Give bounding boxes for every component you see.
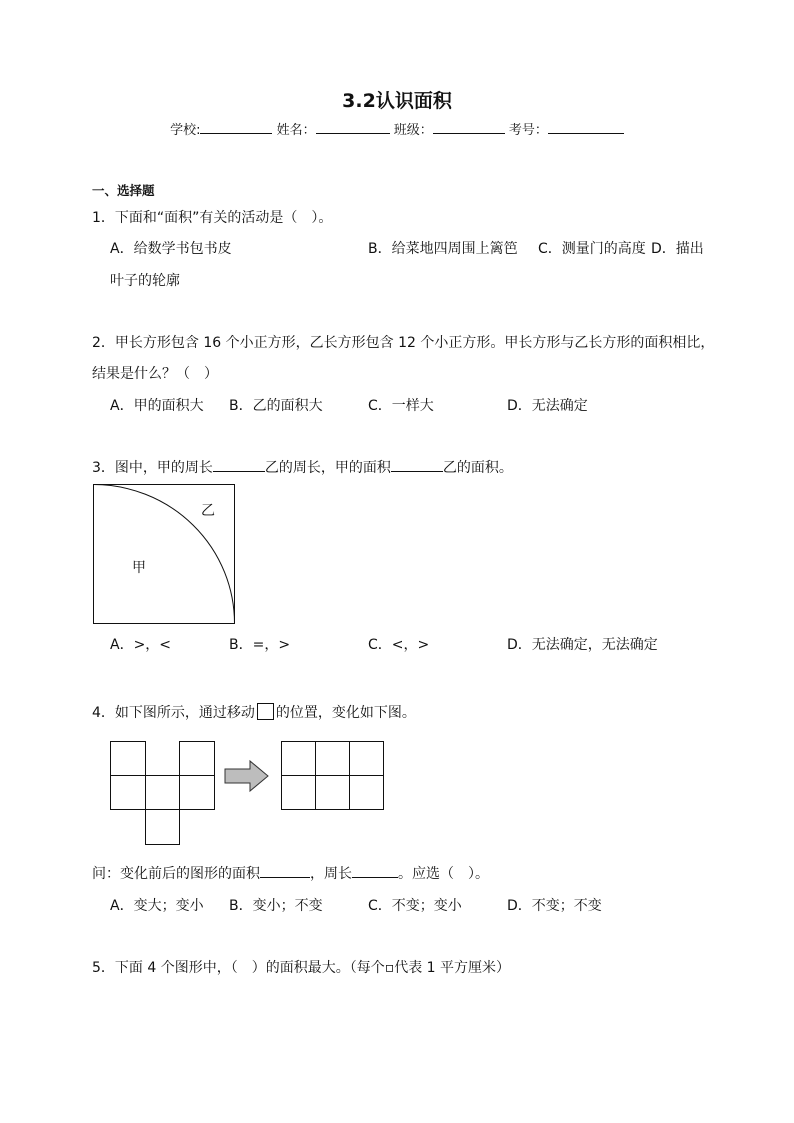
right-arrow-icon (224, 760, 270, 792)
q3-option-c[interactable]: C．<，> (368, 637, 430, 653)
student-info-line (0, 119, 794, 138)
q2-stem-line2: 结果是什么？（ ） (92, 366, 218, 382)
q4-after-shape (281, 741, 385, 811)
q3-stem-part2: 乙的周长，甲的面积 (264, 460, 391, 476)
q4-option-a[interactable]: A．变大；变小 (110, 898, 204, 914)
page-title: 3.2认识面积 (342, 90, 452, 112)
q4-before-shape (110, 741, 216, 847)
small-square-icon (257, 703, 274, 720)
school-blank[interactable] (200, 121, 272, 134)
q3-stem (92, 457, 513, 477)
q3-option-a[interactable]: A．>，< (110, 637, 172, 653)
q1-option-a[interactable]: A．给数学书包书皮 (110, 241, 232, 257)
q4-blank-perimeter[interactable] (352, 865, 398, 878)
q1-option-d[interactable]: D．描出 (651, 241, 704, 257)
q5-stem: 5．下面 4 个图形中，（ ）的面积最大。（每个▫代表 1 平方厘米） (92, 960, 511, 976)
name-blank[interactable] (316, 121, 390, 134)
q3-blank-2[interactable] (391, 459, 443, 472)
name-label: 姓名： (276, 123, 316, 138)
q3-option-d[interactable]: D．无法确定，无法确定 (507, 637, 658, 653)
q1-option-b[interactable]: B．给菜地四周围上篱笆 (368, 241, 518, 257)
q2-option-a[interactable]: A．甲的面积大 (110, 398, 204, 414)
q1-option-c[interactable]: C．测量门的高度 (538, 241, 646, 257)
q4-stem-part2: 的位置，变化如下图。 (275, 705, 416, 721)
q1-stem: 1．下面和“面积”有关的活动是（ ）。 (92, 210, 333, 226)
q2-option-d[interactable]: D．无法确定 (507, 398, 588, 414)
q2-stem-line1: 2．甲长方形包含 16 个小正方形，乙长方形包含 12 个小正方形。甲长方形与乙长方形的面积相比， (92, 335, 715, 351)
q3-blank-1[interactable] (213, 459, 265, 472)
q4-ask-part2: ，周长 (310, 866, 352, 882)
number-blank[interactable] (548, 121, 624, 134)
q4-stem (92, 702, 416, 722)
q3-stem-part1: 3．图中，甲的周长 (92, 460, 213, 476)
number-label: 考号： (508, 123, 548, 138)
q4-blank-area[interactable] (260, 865, 310, 878)
class-label: 班级： (393, 123, 433, 138)
school-label: 学校: (170, 123, 201, 138)
q3-stem-part3: 乙的面积。 (442, 460, 513, 476)
q3-option-b[interactable]: B．=，> (229, 637, 291, 653)
q3-label-yi: 乙 (201, 503, 215, 519)
q2-option-b[interactable]: B．乙的面积大 (229, 398, 323, 414)
q3-label-jia: 甲 (132, 560, 146, 576)
q2-option-c[interactable]: C．一样大 (368, 398, 434, 414)
q4-stem-part1: 4．如下图所示，通过移动 (92, 705, 255, 721)
q4-ask-part1: 问：变化前后的图形的面积 (92, 866, 260, 882)
q4-option-b[interactable]: B．变小；不变 (229, 898, 323, 914)
class-blank[interactable] (433, 121, 505, 134)
section-heading: 一、选择题 (92, 183, 155, 198)
q4-option-c[interactable]: C．不变；变小 (368, 898, 462, 914)
q4-question (92, 863, 489, 883)
q4-option-d[interactable]: D．不变；不变 (507, 898, 602, 914)
q4-ask-part3: 。应选（ ）。 (398, 866, 489, 882)
q1-option-d-continued: 叶子的轮廓 (110, 273, 180, 289)
